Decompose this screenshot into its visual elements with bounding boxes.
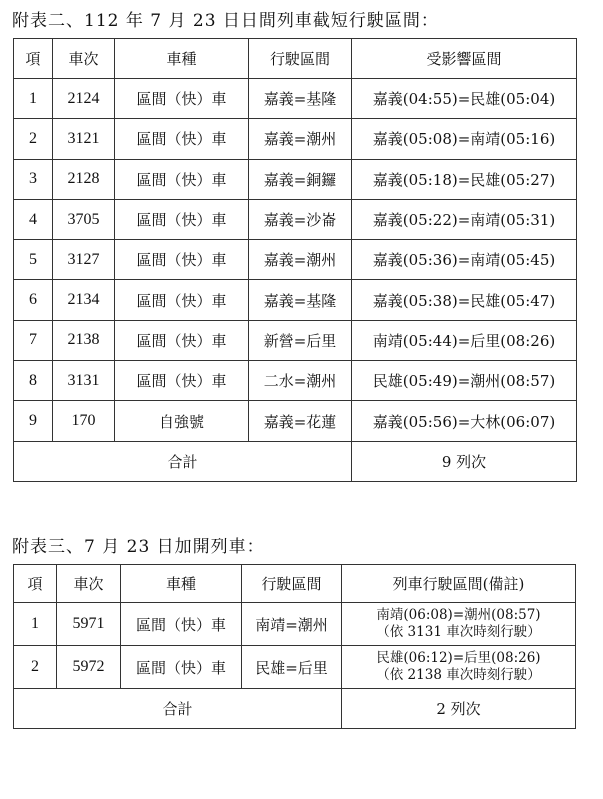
remarks-section: 南靖(06:08)=潮州(08:57): [376, 607, 541, 623]
table3-caption: 附表三、7 月 23 日加開列車：: [12, 537, 265, 557]
header-route: 行駛區間: [249, 39, 352, 79]
table-row: [14, 199, 577, 239]
row-route: 新營=后里: [249, 320, 352, 360]
row-affected-section: 嘉義(05:38)=民雄(05:47): [352, 280, 577, 320]
table-row: [14, 320, 577, 360]
row-remarks: [342, 646, 576, 689]
total-label: 合計: [14, 689, 342, 729]
total-value: 2 列次: [342, 689, 576, 729]
table-row: [14, 159, 577, 199]
row-route: 嘉義=潮州: [249, 119, 352, 159]
row-item: 6: [14, 280, 53, 320]
row-train-type: 區間（快）車: [121, 603, 242, 646]
row-affected-section: 嘉義(05:08)=南靖(05:16): [352, 119, 577, 159]
row-train-no: 3127: [53, 240, 115, 280]
remarks-note: （依 3131 車次時刻行駛）: [376, 624, 541, 640]
row-train-no: 170: [53, 401, 115, 441]
table-row: [14, 119, 577, 159]
table-row: [14, 361, 577, 401]
header-train-no: 車次: [53, 39, 115, 79]
table-row: [14, 79, 577, 119]
row-route: 嘉義=基隆: [249, 280, 352, 320]
row-train-no: 5971: [57, 603, 121, 646]
row-item: 2: [14, 119, 53, 159]
total-value: 9 列次: [352, 441, 577, 481]
header-remarks: 列車行駛區間(備註): [342, 565, 576, 603]
row-item: 7: [14, 320, 53, 360]
row-train-type: 區間（快）車: [115, 280, 249, 320]
row-affected-section: 嘉義(05:22)=南靖(05:31): [352, 199, 577, 239]
row-item: 1: [14, 603, 57, 646]
row-affected-section: 嘉義(05:36)=南靖(05:45): [352, 240, 577, 280]
row-route: 二水=潮州: [249, 361, 352, 401]
row-route: 嘉義=潮州: [249, 240, 352, 280]
row-train-type: 自強號: [115, 401, 249, 441]
row-train-no: 2138: [53, 320, 115, 360]
row-affected-section: 嘉義(05:18)=民雄(05:27): [352, 159, 577, 199]
header-item: 項: [14, 565, 57, 603]
row-train-type: 區間（快）車: [115, 199, 249, 239]
row-item: 2: [14, 646, 57, 689]
header-train-no: 車次: [57, 565, 121, 603]
table3-header-row: [14, 565, 576, 603]
row-item: 1: [14, 79, 53, 119]
row-item: 8: [14, 361, 53, 401]
row-train-type: 區間（快）車: [115, 79, 249, 119]
row-item: 5: [14, 240, 53, 280]
table-row: [14, 646, 576, 689]
row-route: 民雄=后里: [242, 646, 342, 689]
row-route: 南靖=潮州: [242, 603, 342, 646]
row-affected-section: 嘉義(04:55)=民雄(05:04): [352, 79, 577, 119]
header-item: 項: [14, 39, 53, 79]
additional-trains-table: [13, 564, 576, 729]
row-remarks: [342, 603, 576, 646]
row-route: 嘉義=銅鑼: [249, 159, 352, 199]
header-train-type: 車種: [115, 39, 249, 79]
row-train-no: 2124: [53, 79, 115, 119]
table-row: [14, 240, 577, 280]
row-train-no: 5972: [57, 646, 121, 689]
remarks-section: 民雄(06:12)=后里(08:26): [376, 650, 541, 666]
row-affected-section: 嘉義(05:56)=大林(06:07): [352, 401, 577, 441]
row-train-type: 區間（快）車: [115, 320, 249, 360]
row-route: 嘉義=沙崙: [249, 199, 352, 239]
header-route: 行駛區間: [242, 565, 342, 603]
row-route: 嘉義=基隆: [249, 79, 352, 119]
table2-caption: 附表二、112 年 7 月 23 日日間列車截短行駛區間：: [12, 11, 439, 31]
remarks-note: （依 2138 車次時刻行駛）: [376, 667, 541, 683]
row-train-type: 區間（快）車: [115, 119, 249, 159]
table-row: [14, 401, 577, 441]
row-affected-section: 民雄(05:49)=潮州(08:57): [352, 361, 577, 401]
row-train-type: 區間（快）車: [115, 159, 249, 199]
row-train-no: 3131: [53, 361, 115, 401]
row-train-type: 區間（快）車: [121, 646, 242, 689]
table2-total-row: [14, 441, 577, 481]
row-train-no: 3705: [53, 199, 115, 239]
total-label: 合計: [14, 441, 352, 481]
row-item: 3: [14, 159, 53, 199]
row-affected-section: 南靖(05:44)=后里(08:26): [352, 320, 577, 360]
row-train-type: 區間（快）車: [115, 240, 249, 280]
row-route: 嘉義=花蓮: [249, 401, 352, 441]
row-train-no: 3121: [53, 119, 115, 159]
table3-total-row: [14, 689, 576, 729]
header-affected-section: 受影響區間: [352, 39, 577, 79]
row-item: 9: [14, 401, 53, 441]
row-item: 4: [14, 199, 53, 239]
row-train-no: 2134: [53, 280, 115, 320]
row-train-no: 2128: [53, 159, 115, 199]
shortened-trains-table: [13, 38, 577, 482]
table-row: [14, 603, 576, 646]
row-train-type: 區間（快）車: [115, 361, 249, 401]
table-row: [14, 280, 577, 320]
header-train-type: 車種: [121, 565, 242, 603]
table2-header-row: [14, 39, 577, 79]
